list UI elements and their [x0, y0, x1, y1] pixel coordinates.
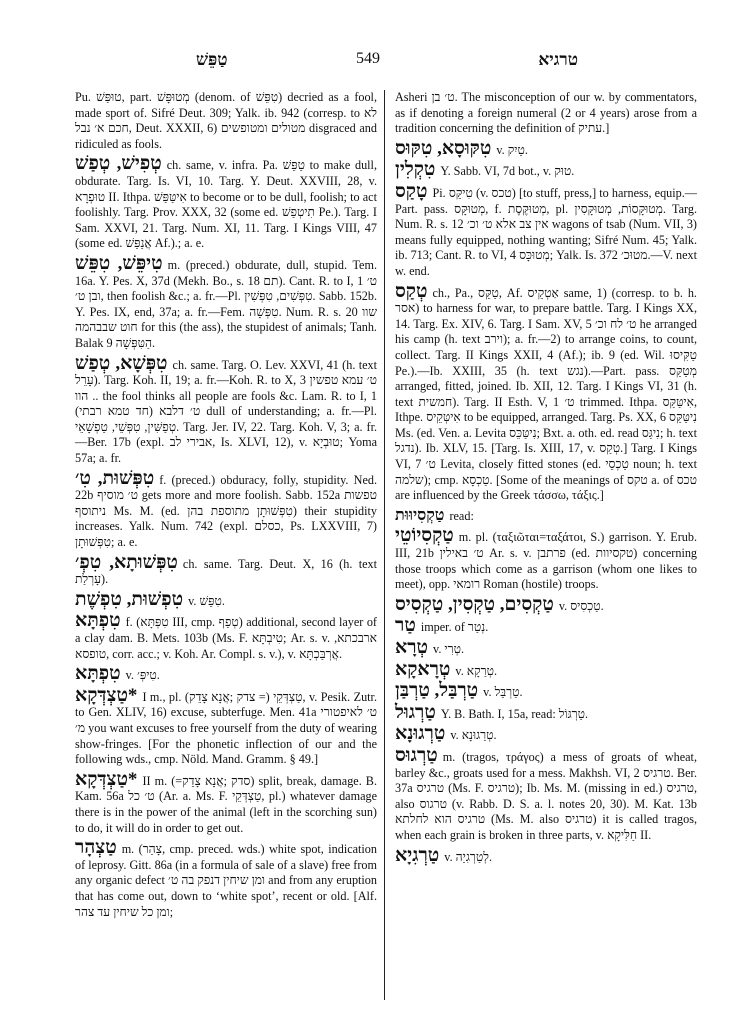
- entry-text: ch. same. Targ. Deut. X, 16 (h. text עָרְלַת).: [75, 556, 377, 587]
- entry-headword: טַרְגוּנָא: [395, 723, 446, 745]
- entry-headword: טַקְסִיוּוּת: [395, 506, 445, 524]
- entry-text: Y. B. Bath. I, 15a, read: טַרְגּוֹל.: [440, 706, 588, 721]
- dictionary-entry: [395, 723, 697, 745]
- dictionary-entry: [75, 252, 378, 352]
- entry-text: m. (tragos, τράγος) a mess of groats of wheat, barley &c., groats used for a mess. Makhsh. VI, 2 טרגיס. Ber. 37a טרגיס (Ms. F. טרגיס); Ib. Ms. M. (missing in ed.) טרגיס, also טרגוס (v. Rabb. D. S. a. l. notes 20, 30). M. Kat. 13b טרגיס הוא לחלתא (Ms. M. also טרגיס) it is called tragos, when each grain is broken in three parts, v. חַלִּיקָא II.: [395, 749, 697, 842]
- dictionary-entry: [395, 525, 698, 592]
- dictionary-entry: [395, 137, 697, 159]
- dictionary-entry: [395, 844, 697, 866]
- dictionary-entry: [395, 744, 697, 844]
- entry-headword: *טַצְדְּקָא: [75, 768, 138, 790]
- entry-text: v. טַיִק.: [496, 142, 528, 157]
- dictionary-entry: [395, 701, 697, 723]
- dictionary-entry: [395, 593, 697, 615]
- page-header: [62, 50, 706, 72]
- entry-text: Asheri ט׳ בן. The misconception of our w. by commentators, as if denoting a foreign numeral (2 or 4 years) arose from a tradition concerning the definition of עתיק.]: [395, 90, 698, 136]
- dictionary-entry: [75, 90, 377, 152]
- entry-text: ch. same. Targ. O. Lev. XXVI, 41 (h. text עָרֵל). Targ. Koh. II, 19; a. fr.—Koh. R. to X, 3 ט׳ עמא טפשין הוו .. the fool thinks all people are fools &c. Lam. R. to I, 1 (חד טמא רבתי) ט׳ דלבא dull of understanding; a. fr.—Pl. טְפַשִּׁין, טִפְּשֵׁי, טַפְשָׁאֵי. Targ. Jer. IV, 22. Targ. Koh. V, 3; a. fr.—Ber. 17b (expl. אבירי לב, Is. XLVI, 12), v. טוּבְיָא; Yoma 57a; a. fr.: [75, 357, 378, 466]
- entry-headword: טַר: [395, 615, 416, 637]
- entry-text: v. טִיפְּ׳.: [125, 668, 160, 683]
- entry-text: ch., Pa., טַקֵּס, Af. אַטְקֵיס same, 1) (corresp. to b. h. אסר) to harness for war, to prepare battle. Targ. I Kings XX, 14. Targ. Ex. XIV, 6. Targ. I Sam. XV, 5 ט׳ לח וכ׳ he arranged his camp (h. text וירב); a. fr.—2) to arrange coins, to count, collect. Targ. II Kings XXII, 4 (Af.); ib. 9 (ed. Wil. טַקִּיסוּ Pe.).—Ib. XXIII, 35 (h. text נגש).—Part. pass. מְטַקַּס arranged, fitted, joined. Ib. XII, 12. Targ. I Kings VI, 31 (h. text חמשית). Targ. II Esth. V, 1 ט׳ trimmed. Ithpa. אִיטַּקַּס, Ithpe. אִיטְּקֵיס to be equipped, arranged. Targ. Ps. XX, 6 נִיטַּקַּס Ms. (ed. Ven. a. Levita נִיטַּכֵּס; Bxt. a. oth. ed. read נִיגַּס; h. text נדגל). Ib. XLV, 15. [Targ. Is. XIII, 17, v. טְקַס.] Targ. I Kings VI, 7 ט׳ Levita, closely fitted stones (ed. טַכְסֵי noun; h. text שלמה); cmp. טַכְסָא. [Some of the meanings of טקס a. of טכס are influenced by the Greek τάσσω, τάξις.]: [395, 285, 698, 503]
- dictionary-entry: [75, 768, 377, 836]
- dictionary-entry: [395, 159, 697, 181]
- entry-text: I m., pl. טַצְדְּקֵי (= צדק ;אֲנָא צָדֵק), v. Pesik. Zutr. to Gen. XLIV, 16) excuse, subterfuge. Men. 41a ט׳ לאיפטורי מ׳ you want excuses to free yourself from the duty of wearing show-fringes. [For the phonetic inflection of our and the following wds., cmp. Nöld. Mand. Gramm. § 49.]: [75, 689, 377, 767]
- entry-text: v. לְטַרְגִיַה.: [444, 849, 492, 864]
- entry-headword: טִפְּשָׁא, טְפַשׁ: [75, 352, 168, 374]
- entry-text: v. טִפֵּשׁ.: [188, 593, 225, 608]
- dictionary-entry: [395, 90, 697, 137]
- entry-headword: טִפְתָּא: [75, 610, 121, 632]
- entry-text: II m. (=סדק ;אֲנָא צָדֵק) split, break, damage. B. Kam. 56a ט׳ כל (Ar. a. Ms. F. טַצְדְּקֵי, pl.) whatever damage there is in the power of the animal (left in the scorching sun) to do, it will do in order to get out.: [75, 773, 377, 835]
- dictionary-entry: [75, 588, 377, 610]
- dictionary-entry: [395, 637, 697, 658]
- dictionary-entry: [395, 180, 698, 280]
- running-head-left: טַפֵּשׁ: [196, 50, 228, 69]
- entry-headword: טִפְּשׁוּתָא, טִפְ׳: [75, 551, 178, 573]
- entry-text: m. (צָהַר, cmp. preced. wds.) white spot, indication of leprosy. Gitt. 86a (in a formula of sale of a slave) free from any organic defect ומן שיחין דנפק בה ט׳ and from any eruption that has come out, down to ‘white spot’, recent or old. [Alf. ומן כל שיחין עד צהר;: [75, 842, 377, 919]
- entry-headword: טַרְגִיָא: [395, 844, 440, 866]
- running-head-right: טרגיא: [538, 50, 578, 69]
- dictionary-entry: [395, 680, 697, 702]
- entry-headword: טְרָאקָא: [395, 658, 451, 680]
- entry-headword: טִפְשׁוּת, טִפְשֶׁת: [75, 588, 184, 610]
- entry-text: f. (preced.) obduracy, folly, stupidity. Ned. 22b ט׳ מוסיף gets more and more foolish. Sabb. 152a טפשות ניתוסף Ms. M. (ed. טִפְּשׁוּתָן מתוספת בהן) their stupidity increases. Yalk. Num. 742 (expl. כסלם, Ps. LXXVIII, 7) טִפְּשׁוּתָן; a. e.: [75, 472, 378, 550]
- dictionary-entry: [75, 610, 377, 662]
- page-number: 549: [356, 50, 380, 67]
- entry-text: imper. of נְטַר.: [420, 620, 489, 635]
- entry-text: Y. Sabb. VI, 7d bot., v. טוּק.: [440, 164, 575, 179]
- entry-text: Pu. טוּפַּשׁ, part. מְטוּפָּשׁ (denom. of טִפֵּשׁ) decried as a fool, made sport of. Sifré Deut. 309; Yalk. ib. 942 (corresp. to לא חכם א׳ נבל, Deut. XXXII, 6) מטולים ומטופשים disgraced and ridiculed as fools.: [75, 90, 377, 151]
- column-divider: [384, 90, 385, 1000]
- dictionary-entry: [75, 467, 378, 551]
- entry-headword: טִקּוּסָא, טִקּוּס: [395, 137, 492, 159]
- dictionary-entry: [395, 658, 697, 680]
- entry-text: read:: [449, 508, 474, 523]
- dictionary-entry: [395, 615, 697, 637]
- entry-text: ch. same, v. infra. Pa. טַפֵּשׁ to make dull, obdurate. Targ. Is. VI, 10. Targ. Y. Deut. XXVIII, 28, v. טוּפְרָא II. Ithpa. אִיטַּפַּשׁ to become or to be dull, foolish; to act foolishly. Targ. Prov. XXX, 32 (some ed. תִיטְפַשׁ Pe.). Targ. I Sam. XXVI, 21. Targ. Num. XI, 11. Targ. I Kings VIII, 47 (some ed. אֲנַפַּשׁ Af.).; a. e.: [75, 158, 377, 251]
- dictionary-entry: [75, 551, 377, 588]
- entry-text: m. pl. (ταξιῶται=ταξάτοι, S.) garrison. Y. Erub. III, 21b ט׳ באילין Ar. s. v. פרתבן (ed. טקסיוות) concerning those troops which come as a garrison (whom one likes to meet), opp. רומאי Roman (hostile) troops.: [395, 530, 698, 592]
- dictionary-entry: [75, 153, 377, 252]
- entry-headword: טַרְגוּל: [395, 701, 436, 723]
- entry-headword: *טַצְדְּקָא: [75, 684, 138, 706]
- entry-text: v. טַרְבַּל.: [483, 685, 523, 700]
- entry-headword: טַקְסִים, טַקְסִין, טַקְסִיס: [395, 593, 554, 615]
- dictionary-entry: [75, 663, 377, 685]
- entry-headword: טְרָא: [395, 637, 429, 658]
- entry-headword: טַרְבַּל, טַרְבַּן: [395, 680, 479, 702]
- entry-headword: טִקְלִין: [395, 159, 436, 181]
- entry-headword: טִפְּשׁוּת, טִ׳: [75, 467, 155, 489]
- dictionary-entry: [75, 684, 377, 768]
- entry-text: v. טַכְסִיס.: [558, 598, 604, 613]
- entry-headword: טְפִישׁ, טְפַשׁ: [75, 153, 162, 175]
- right-column: [395, 90, 697, 869]
- dictionary-entry: [395, 508, 697, 525]
- dictionary-entry: [75, 837, 377, 920]
- entry-headword: טְקַס: [395, 280, 428, 302]
- entry-headword: טִפְתָּא: [75, 663, 121, 685]
- entry-headword: טַצְהָר: [75, 837, 117, 859]
- dictionary-entry: [395, 280, 698, 504]
- entry-headword: טַרְגוּס: [395, 744, 438, 766]
- entry-text: v. טְרַגוּנָא.: [450, 728, 497, 743]
- entry-headword: טִיפֵּשׁ, טִפֵּשׁ: [75, 252, 163, 274]
- entry-text: m. (preced.) obdurate, dull, stupid. Tem. 16a. Y. Pes. X, 37d (Mekh. Bo., s. 18 תם). Cant. R. to I, 1 ט׳ ובן ט׳, then foolish &c.; a. fr.—Pl. טִפְּשִׁים, טִפְּשִׁין. Sabb. 152b. Y. Pes. IX, end, 37a; a. fr.—Fem. טִפְּשָׁה. Num. R. s. 20 שוו חוט שבבהמה for this (the ass), the stupidest of animals; Tanh. Balak 9 הַטִּפְּשָׁה.: [75, 257, 378, 350]
- left-column: [75, 90, 377, 924]
- entry-headword: טַקְסִיוֹטֵי: [395, 525, 454, 547]
- dictionary-entry: [75, 352, 378, 467]
- entry-text: v. טְרַקָא.: [455, 663, 498, 678]
- entry-text: Pi. טִיקֵּס (v. טכס) [to stuff, press,] to harness, equip.—Part. pass. מְטוּקָּס, f. מְטוּקֶּסֶת, pl. מְטוּקָּסוֹת, מְטוּקָּסִין. Targ. Num. R. s. 12 אין צב אלא ט׳ וכ׳ wagons of tsab (Num. VII, 3) means fully equipped, nothing wanting; Sifré Num. 45; Yalk. ib. 713; Cant. R. to VI, 4 מְטוּכָּס; Yalk. Is. 372 מטוּכ׳.—V. next w. end.: [395, 185, 698, 278]
- entry-text: v. טְרִי.: [433, 642, 465, 656]
- entry-headword: טָקַס: [395, 180, 428, 202]
- entry-text: f. (טִפְּתָּא III, cmp. טְפַף) additional, second layer of a clay dam. B. Mets. 103b (Ms. F. טִיבְתָּא; Ar. s. v. ארבכתא, טופסא, corr. acc.; v. Koh. Ar. Compl. s. v.), v. אֲרְבַּכְתָּא.: [75, 615, 377, 661]
